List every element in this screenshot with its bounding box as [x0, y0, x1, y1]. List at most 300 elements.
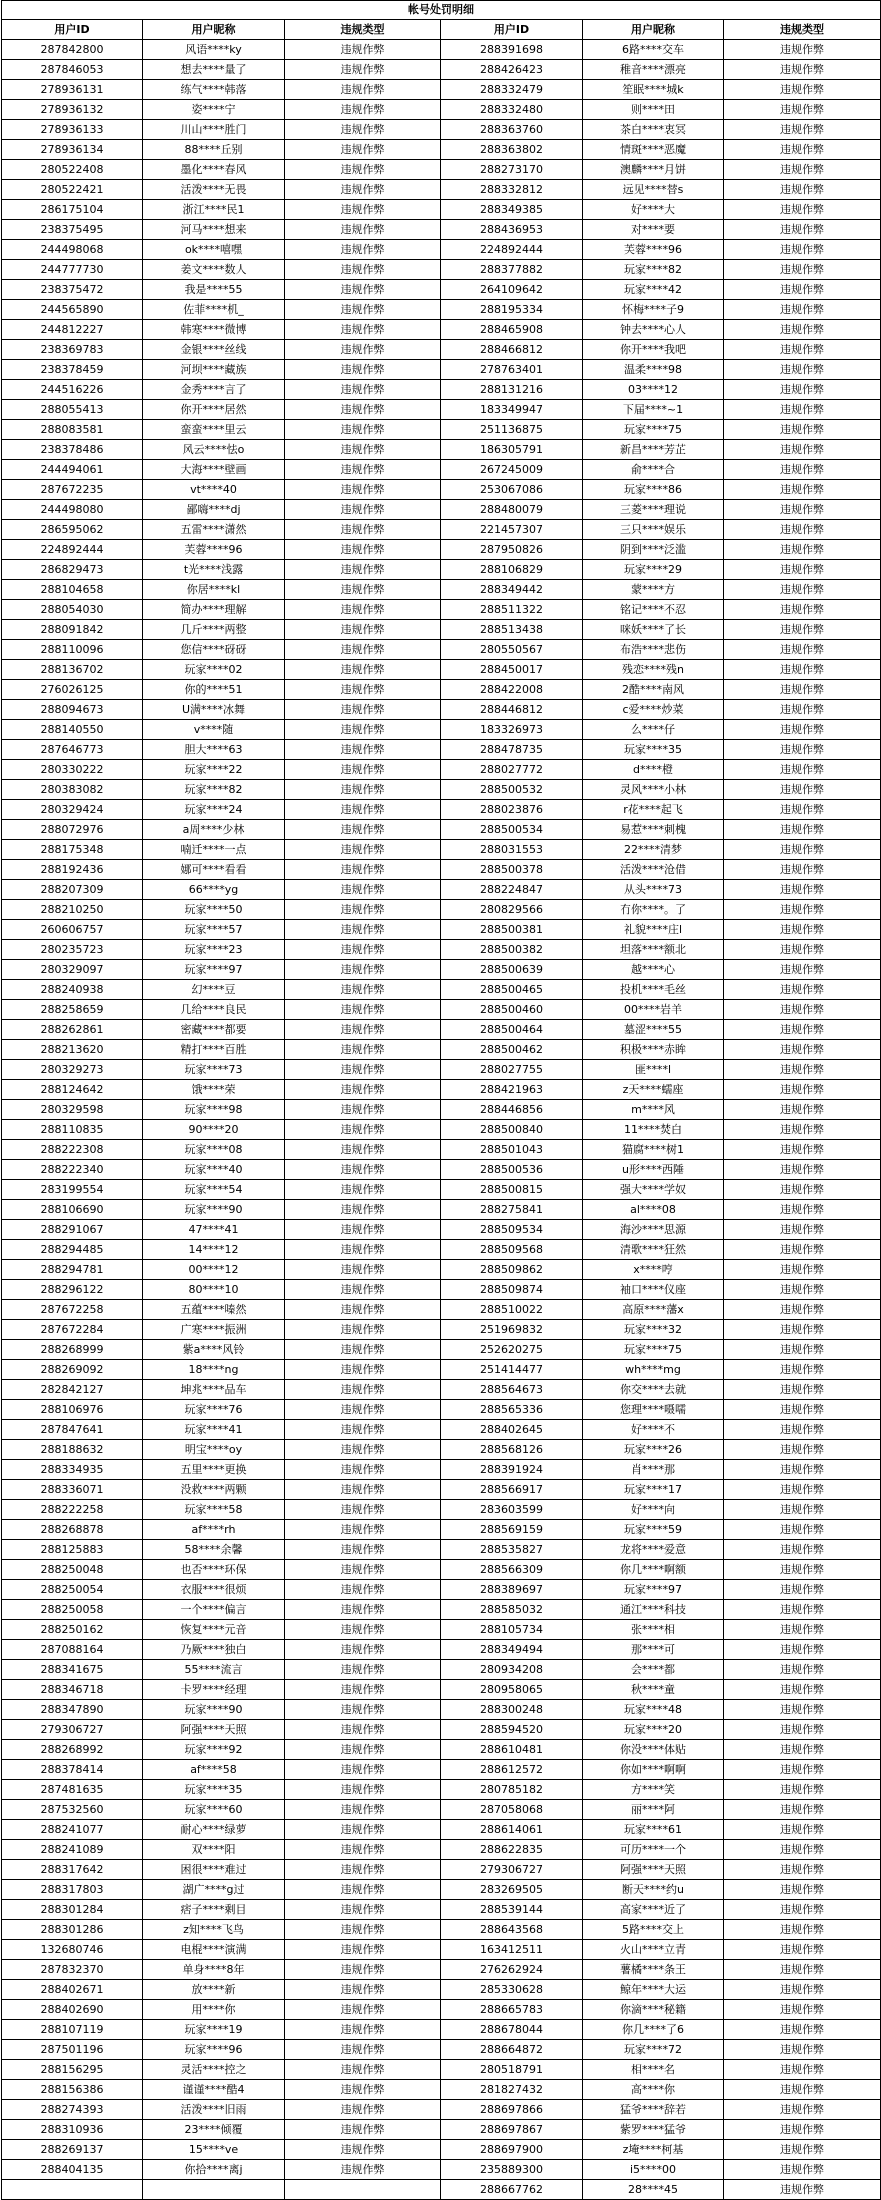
cell-nickname-left: 恢复****元音 — [143, 1620, 285, 1640]
table-row — [2, 1780, 881, 1800]
cell-violation-type-left: 违规作弊 — [285, 1240, 441, 1260]
cell-violation-type-left: 违规作弊 — [285, 1400, 441, 1420]
cell-violation-type-right: 违规作弊 — [724, 1220, 881, 1240]
cell-user-id-left: 288269092 — [2, 1360, 143, 1380]
cell-nickname-right: 可历****一个 — [583, 1840, 724, 1860]
cell-violation-type-left: 违规作弊 — [285, 1720, 441, 1740]
cell-nickname-left: 五雷****潇然 — [143, 520, 285, 540]
cell-user-id-right: 251136875 — [441, 420, 583, 440]
cell-user-id-left: 288268999 — [2, 1340, 143, 1360]
cell-user-id-left: 288310936 — [2, 2120, 143, 2140]
cell-user-id-left: 288402671 — [2, 1980, 143, 2000]
cell-user-id-left: 288207309 — [2, 880, 143, 900]
cell-violation-type-right: 违规作弊 — [724, 680, 881, 700]
table-row — [2, 320, 881, 340]
cell-user-id-right: 288500381 — [441, 920, 583, 940]
cell-user-id-left: 287088164 — [2, 1640, 143, 1660]
cell-violation-type-right: 违规作弊 — [724, 640, 881, 660]
cell-violation-type-left: 违规作弊 — [285, 2000, 441, 2020]
cell-nickname-left: 墨化****春风 — [143, 160, 285, 180]
cell-violation-type-right: 违规作弊 — [724, 1380, 881, 1400]
cell-user-id-right: 288664872 — [441, 2040, 583, 2060]
cell-violation-type-right: 违规作弊 — [724, 1260, 881, 1280]
cell-user-id-right: 288697900 — [441, 2140, 583, 2160]
cell-user-id-right: 221457307 — [441, 520, 583, 540]
cell-violation-type-left: 违规作弊 — [285, 1420, 441, 1440]
cell-nickname-right: 澳麟****月饼 — [583, 160, 724, 180]
cell-nickname-right: 玩家****97 — [583, 1580, 724, 1600]
cell-nickname-right: 紫罗****猛爷 — [583, 2120, 724, 2140]
table-row — [2, 1440, 881, 1460]
cell-nickname-left: 玩家****50 — [143, 900, 285, 920]
cell-nickname-left: 玩家****08 — [143, 1140, 285, 1160]
table-row — [2, 1220, 881, 1240]
cell-violation-type-left: 违规作弊 — [285, 1920, 441, 1940]
cell-nickname-right: 玩家****75 — [583, 1340, 724, 1360]
cell-user-id-right: 288535827 — [441, 1540, 583, 1560]
cell-user-id-right: 288300248 — [441, 1700, 583, 1720]
cell-user-id-right: 251969832 — [441, 1320, 583, 1340]
cell-user-id-right: 281827432 — [441, 2080, 583, 2100]
cell-violation-type-left: 违规作弊 — [285, 1540, 441, 1560]
cell-violation-type-right: 违规作弊 — [724, 420, 881, 440]
cell-user-id-right: 288564673 — [441, 1380, 583, 1400]
cell-user-id-right: 288377882 — [441, 260, 583, 280]
table-row — [2, 1420, 881, 1440]
cell-violation-type-left: 违规作弊 — [285, 960, 441, 980]
table-row — [2, 480, 881, 500]
cell-violation-type-right: 违规作弊 — [724, 1580, 881, 1600]
cell-nickname-right: 鲸年****大运 — [583, 1980, 724, 2000]
cell-violation-type-left: 违规作弊 — [285, 1700, 441, 1720]
cell-user-id-left: 288341675 — [2, 1660, 143, 1680]
table-row — [2, 860, 881, 880]
cell-user-id-right: 288391924 — [441, 1460, 583, 1480]
cell-user-id-right: 288349442 — [441, 580, 583, 600]
cell-nickname-left: 玩家****97 — [143, 960, 285, 980]
cell-violation-type-left: 违规作弊 — [285, 760, 441, 780]
cell-nickname-right: 活泼****沧借 — [583, 860, 724, 880]
cell-violation-type-left: 违规作弊 — [285, 520, 441, 540]
cell-user-id-left: 288110096 — [2, 640, 143, 660]
cell-violation-type-right: 违规作弊 — [724, 1060, 881, 1080]
table-row — [2, 1580, 881, 1600]
cell-violation-type-right: 违规作弊 — [724, 900, 881, 920]
cell-nickname-right: 温柔****98 — [583, 360, 724, 380]
cell-violation-type-left: 违规作弊 — [285, 1500, 441, 1520]
table-row — [2, 240, 881, 260]
cell-violation-type-right: 违规作弊 — [724, 300, 881, 320]
table-row — [2, 1620, 881, 1640]
table-row — [2, 720, 881, 740]
cell-user-id-left: 287501196 — [2, 2040, 143, 2060]
cell-nickname-left: 58****余馨 — [143, 1540, 285, 1560]
cell-violation-type-right: 违规作弊 — [724, 1820, 881, 1840]
cell-nickname-right: 匪****l — [583, 1060, 724, 1080]
cell-violation-type-right: 违规作弊 — [724, 2040, 881, 2060]
cell-user-id-left: 238375495 — [2, 220, 143, 240]
cell-user-id-left: 244812227 — [2, 320, 143, 340]
cell-user-id-left: 288156386 — [2, 2080, 143, 2100]
cell-user-id-left: 288110835 — [2, 1120, 143, 1140]
table-row — [2, 640, 881, 660]
cell-nickname-right: 火山****立青 — [583, 1940, 724, 1960]
cell-user-id-left: 288140550 — [2, 720, 143, 740]
cell-violation-type-left: 违规作弊 — [285, 120, 441, 140]
cell-nickname-left: 玩家****73 — [143, 1060, 285, 1080]
cell-user-id-right: 280934208 — [441, 1660, 583, 1680]
cell-violation-type-left: 违规作弊 — [285, 400, 441, 420]
cell-violation-type-left: 违规作弊 — [285, 1160, 441, 1180]
cell-user-id-right: 288610481 — [441, 1740, 583, 1760]
table-row — [2, 360, 881, 380]
table-row — [2, 440, 881, 460]
table-row — [2, 1160, 881, 1180]
cell-user-id-left: 280329598 — [2, 1100, 143, 1120]
cell-violation-type-left: 违规作弊 — [285, 720, 441, 740]
cell-violation-type-left: 违规作弊 — [285, 1880, 441, 1900]
table-row — [2, 500, 881, 520]
cell-violation-type-right: 违规作弊 — [724, 500, 881, 520]
cell-violation-type-left: 违规作弊 — [285, 2060, 441, 2080]
cell-user-id-right: 288363802 — [441, 140, 583, 160]
cell-user-id-left: 288091842 — [2, 620, 143, 640]
cell-user-id-right: 224892444 — [441, 240, 583, 260]
cell-violation-type-left: 违规作弊 — [285, 1000, 441, 1020]
cell-user-id-left: 244565890 — [2, 300, 143, 320]
table-row — [2, 1980, 881, 2000]
cell-user-id-right: 288566917 — [441, 1480, 583, 1500]
cell-user-id-left: 288222308 — [2, 1140, 143, 1160]
cell-nickname-left: 五蕴****嗪然 — [143, 1300, 285, 1320]
cell-violation-type-right: 违规作弊 — [724, 1400, 881, 1420]
cell-violation-type-left: 违规作弊 — [285, 440, 441, 460]
cell-nickname-left: 玩家****90 — [143, 1700, 285, 1720]
cell-violation-type-right: 违规作弊 — [724, 620, 881, 640]
cell-violation-type-left: 违规作弊 — [285, 1360, 441, 1380]
cell-user-id-right: 186305791 — [441, 440, 583, 460]
table-row — [2, 1740, 881, 1760]
header-user-id-left: 用户ID — [2, 20, 143, 40]
cell-user-id-right: 288023876 — [441, 800, 583, 820]
cell-nickname-left: 想去****量了 — [143, 60, 285, 80]
cell-violation-type-right: 违规作弊 — [724, 1800, 881, 1820]
cell-violation-type-left: 违规作弊 — [285, 660, 441, 680]
cell-violation-type-left: 违规作弊 — [285, 1840, 441, 1860]
cell-violation-type-right: 违规作弊 — [724, 120, 881, 140]
cell-nickname-right: 从头****73 — [583, 880, 724, 900]
cell-violation-type-right: 违规作弊 — [724, 600, 881, 620]
cell-violation-type-left: 违规作弊 — [285, 940, 441, 960]
cell-violation-type-left: 违规作弊 — [285, 100, 441, 120]
cell-nickname-left: 衣服****很烦 — [143, 1580, 285, 1600]
cell-user-id-left: 288269137 — [2, 2140, 143, 2160]
cell-user-id-right: 235889300 — [441, 2160, 583, 2180]
cell-user-id-left: 276026125 — [2, 680, 143, 700]
cell-violation-type-left: 违规作弊 — [285, 1960, 441, 1980]
cell-user-id-right: 288450017 — [441, 660, 583, 680]
cell-violation-type-right: 违规作弊 — [724, 1100, 881, 1120]
cell-user-id-left: 287672258 — [2, 1300, 143, 1320]
cell-nickname-left: a周****少林 — [143, 820, 285, 840]
cell-user-id-right: 288566309 — [441, 1560, 583, 1580]
cell-nickname-left: 五里****更换 — [143, 1460, 285, 1480]
cell-user-id-left: 288291067 — [2, 1220, 143, 1240]
cell-user-id-right: 288509568 — [441, 1240, 583, 1260]
table-row — [2, 1120, 881, 1140]
table-row — [2, 740, 881, 760]
cell-violation-type-left: 违规作弊 — [285, 860, 441, 880]
cell-nickname-right: 咪妖****了长 — [583, 620, 724, 640]
cell-user-id-right: 288500464 — [441, 1020, 583, 1040]
cell-user-id-right: 288622835 — [441, 1840, 583, 1860]
cell-violation-type-left: 违规作弊 — [285, 200, 441, 220]
cell-violation-type-left: 违规作弊 — [285, 2140, 441, 2160]
cell-nickname-right: d****橙 — [583, 760, 724, 780]
cell-nickname-right: 玩家****48 — [583, 1700, 724, 1720]
cell-user-id-right: 276262924 — [441, 1960, 583, 1980]
table-row — [2, 1720, 881, 1740]
cell-nickname-right: 你交****去就 — [583, 1380, 724, 1400]
cell-nickname-right: 阿强****天照 — [583, 1860, 724, 1880]
cell-violation-type-left: 违规作弊 — [285, 820, 441, 840]
cell-user-id-right: 288500532 — [441, 780, 583, 800]
cell-violation-type-left: 违规作弊 — [285, 40, 441, 60]
cell-violation-type-right: 违规作弊 — [724, 40, 881, 60]
cell-nickname-right: 22****清梦 — [583, 840, 724, 860]
cell-user-id-right: 288031553 — [441, 840, 583, 860]
cell-nickname-left: 紫a****风铃 — [143, 1340, 285, 1360]
cell-nickname-right: 猫腐****树1 — [583, 1140, 724, 1160]
cell-nickname-left: 玩家****60 — [143, 1800, 285, 1820]
cell-nickname-right: 你如****啊啊 — [583, 1760, 724, 1780]
cell-user-id-right: 288105734 — [441, 1620, 583, 1640]
cell-user-id-left: 244777730 — [2, 260, 143, 280]
cell-nickname-left: 18****ng — [143, 1360, 285, 1380]
cell-user-id-left: 288072976 — [2, 820, 143, 840]
table-row — [2, 460, 881, 480]
cell-violation-type-left: 违规作弊 — [285, 320, 441, 340]
cell-violation-type-left: 违规作弊 — [285, 1460, 441, 1480]
cell-violation-type-left: 违规作弊 — [285, 1340, 441, 1360]
cell-violation-type-left: 违规作弊 — [285, 2080, 441, 2100]
cell-violation-type-left: 违规作弊 — [285, 300, 441, 320]
header-nickname-right: 用户昵称 — [583, 20, 724, 40]
cell-nickname-left: 佐菲****机_ — [143, 300, 285, 320]
cell-nickname-right: 玩家****86 — [583, 480, 724, 500]
cell-violation-type-right: 违规作弊 — [724, 1320, 881, 1340]
cell-nickname-right: 玩家****82 — [583, 260, 724, 280]
cell-user-id-left: 288210250 — [2, 900, 143, 920]
cell-violation-type-left: 违规作弊 — [285, 80, 441, 100]
table-row — [2, 200, 881, 220]
cell-nickname-left: 几给****良民 — [143, 1000, 285, 1020]
cell-user-id-right: 288500815 — [441, 1180, 583, 1200]
cell-user-id-left: 287532560 — [2, 1800, 143, 1820]
cell-violation-type-right: 违规作弊 — [724, 1900, 881, 1920]
cell-nickname-left: v****随 — [143, 720, 285, 740]
table-row — [2, 1180, 881, 1200]
cell-user-id-right: 163412511 — [441, 1940, 583, 1960]
cell-violation-type-left: 违规作弊 — [285, 900, 441, 920]
cell-nickname-left: 玩家****23 — [143, 940, 285, 960]
cell-violation-type-right: 违规作弊 — [724, 1020, 881, 1040]
cell-nickname-left: 双****阳 — [143, 1840, 285, 1860]
cell-user-id-left: 288136702 — [2, 660, 143, 680]
table-row — [2, 1860, 881, 1880]
cell-violation-type-left: 违规作弊 — [285, 1260, 441, 1280]
cell-violation-type-right: 违规作弊 — [724, 760, 881, 780]
cell-nickname-right: 笙眠****城k — [583, 80, 724, 100]
cell-user-id-left: 260606757 — [2, 920, 143, 940]
cell-nickname-right: 6路****交车 — [583, 40, 724, 60]
cell-user-id-left: 288294485 — [2, 1240, 143, 1260]
cell-nickname-left: 密藏****都要 — [143, 1020, 285, 1040]
table-row — [2, 1140, 881, 1160]
cell-user-id-left: 280329424 — [2, 800, 143, 820]
table-row — [2, 1480, 881, 1500]
cell-user-id-right: 288614061 — [441, 1820, 583, 1840]
cell-nickname-right: c爱****炒菜 — [583, 700, 724, 720]
cell-user-id-right: 288224847 — [441, 880, 583, 900]
table-row — [2, 1760, 881, 1780]
cell-violation-type-right: 违规作弊 — [724, 800, 881, 820]
cell-nickname-right: 礼貌****庄l — [583, 920, 724, 940]
cell-nickname-right: 芙蓉****96 — [583, 240, 724, 260]
table-row — [2, 2160, 881, 2180]
cell-user-id-right: 288667762 — [441, 2180, 583, 2200]
cell-violation-type-left: 违规作弊 — [285, 240, 441, 260]
cell-user-id-right: 288465908 — [441, 320, 583, 340]
cell-nickname-right: 猛爷****辞若 — [583, 2100, 724, 2120]
table-row — [2, 40, 881, 60]
cell-violation-type-right: 违规作弊 — [724, 1000, 881, 1020]
cell-violation-type-left: 违规作弊 — [285, 1380, 441, 1400]
table-row — [2, 1520, 881, 1540]
cell-nickname-right: 布浩****悲伤 — [583, 640, 724, 660]
cell-user-id-left: 244498068 — [2, 240, 143, 260]
table-row — [2, 1360, 881, 1380]
cell-nickname-left: 喃迁****一点 — [143, 840, 285, 860]
table-row — [2, 1540, 881, 1560]
cell-nickname-left: z知****飞鸟 — [143, 1920, 285, 1940]
cell-violation-type-right: 违规作弊 — [724, 520, 881, 540]
cell-nickname-right: 三菱****理说 — [583, 500, 724, 520]
cell-nickname-right: z天****蠕座 — [583, 1080, 724, 1100]
cell-user-id-left: 244494061 — [2, 460, 143, 480]
cell-violation-type-right: 违规作弊 — [724, 1960, 881, 1980]
cell-nickname-left: 玩家****41 — [143, 1420, 285, 1440]
cell-violation-type-left: 违规作弊 — [285, 600, 441, 620]
cell-violation-type-left: 违规作弊 — [285, 640, 441, 660]
cell-nickname-left: 坤兆****品车 — [143, 1380, 285, 1400]
cell-nickname-left: 金银****丝线 — [143, 340, 285, 360]
cell-nickname-left: 你开****居然 — [143, 400, 285, 420]
cell-nickname-left: 14****12 — [143, 1240, 285, 1260]
cell-violation-type-right: 违规作弊 — [724, 160, 881, 180]
cell-nickname-right: 会****都 — [583, 1660, 724, 1680]
cell-violation-type-right: 违规作弊 — [724, 380, 881, 400]
cell-nickname-right: 断天****约u — [583, 1880, 724, 1900]
cell-user-id-right: 288697867 — [441, 2120, 583, 2140]
cell-user-id-right: 288500639 — [441, 960, 583, 980]
cell-violation-type-left: 违规作弊 — [285, 1300, 441, 1320]
cell-violation-type-left: 违规作弊 — [285, 1860, 441, 1880]
cell-user-id-left: 288317803 — [2, 1880, 143, 1900]
cell-nickname-right: 玩家****59 — [583, 1520, 724, 1540]
cell-violation-type-right: 违规作弊 — [724, 1560, 881, 1580]
cell-violation-type-right: 违规作弊 — [724, 480, 881, 500]
cell-violation-type-right: 违规作弊 — [724, 140, 881, 160]
cell-violation-type-left: 违规作弊 — [285, 1060, 441, 1080]
table-row — [2, 1680, 881, 1700]
cell-nickname-left: 谨谨****酷4 — [143, 2080, 285, 2100]
cell-user-id-left: 278936131 — [2, 80, 143, 100]
cell-user-id-left: 288124642 — [2, 1080, 143, 1100]
cell-violation-type-right: 违规作弊 — [724, 260, 881, 280]
cell-user-id-left: 279306727 — [2, 1720, 143, 1740]
cell-violation-type-right: 违规作弊 — [724, 1640, 881, 1660]
cell-violation-type-left: 违规作弊 — [285, 780, 441, 800]
cell-user-id-right: 288539144 — [441, 1900, 583, 1920]
cell-nickname-left: 也否****环保 — [143, 1560, 285, 1580]
cell-nickname-left: ok****嘻嘿 — [143, 240, 285, 260]
cell-user-id-left: 288222258 — [2, 1500, 143, 1520]
cell-violation-type-left: 违规作弊 — [285, 180, 441, 200]
cell-nickname-right: 龙将****爱意 — [583, 1540, 724, 1560]
cell-user-id-right: 288500462 — [441, 1040, 583, 1060]
cell-user-id-left: 288268878 — [2, 1520, 143, 1540]
cell-nickname-right: 03****12 — [583, 380, 724, 400]
table-row — [2, 1500, 881, 1520]
cell-violation-type-right: 违规作弊 — [724, 1840, 881, 1860]
table-row — [2, 940, 881, 960]
cell-nickname-left: 痞子****剩目 — [143, 1900, 285, 1920]
cell-nickname-left: 简办****理解 — [143, 600, 285, 620]
cell-violation-type-right: 违规作弊 — [724, 1780, 881, 1800]
table-row — [2, 1000, 881, 1020]
cell-nickname-right: 冇你****。了 — [583, 900, 724, 920]
cell-user-id-right: 267245009 — [441, 460, 583, 480]
cell-user-id-left: 238375472 — [2, 280, 143, 300]
cell-user-id-left: 288188632 — [2, 1440, 143, 1460]
cell-nickname-left: 明宝****oy — [143, 1440, 285, 1460]
cell-user-id-right: 183349947 — [441, 400, 583, 420]
cell-nickname-right: 玩家****29 — [583, 560, 724, 580]
cell-nickname-left: 乃厥****独白 — [143, 1640, 285, 1660]
header-nickname-left: 用户昵称 — [143, 20, 285, 40]
cell-nickname-left: 幻****豆 — [143, 980, 285, 1000]
cell-nickname-right: 坦落****额北 — [583, 940, 724, 960]
cell-user-id-right: 288585032 — [441, 1600, 583, 1620]
cell-nickname-left: 你的****51 — [143, 680, 285, 700]
cell-user-id-left: 288213620 — [2, 1040, 143, 1060]
cell-user-id-left: 286595062 — [2, 520, 143, 540]
cell-user-id-left: 288301284 — [2, 1900, 143, 1920]
cell-violation-type-right: 违规作弊 — [724, 2140, 881, 2160]
cell-user-id-right: 278763401 — [441, 360, 583, 380]
cell-user-id-left: 288336071 — [2, 1480, 143, 1500]
cell-user-id-left: 288222340 — [2, 1160, 143, 1180]
cell-nickname-left: 玩家****58 — [143, 1500, 285, 1520]
cell-user-id-left: 280383082 — [2, 780, 143, 800]
cell-user-id-left: 280235723 — [2, 940, 143, 960]
table-row — [2, 920, 881, 940]
cell-user-id-left: 288250054 — [2, 1580, 143, 1600]
table-row — [2, 1320, 881, 1340]
cell-violation-type-right: 违规作弊 — [724, 860, 881, 880]
cell-violation-type-right: 违规作弊 — [724, 1920, 881, 1940]
